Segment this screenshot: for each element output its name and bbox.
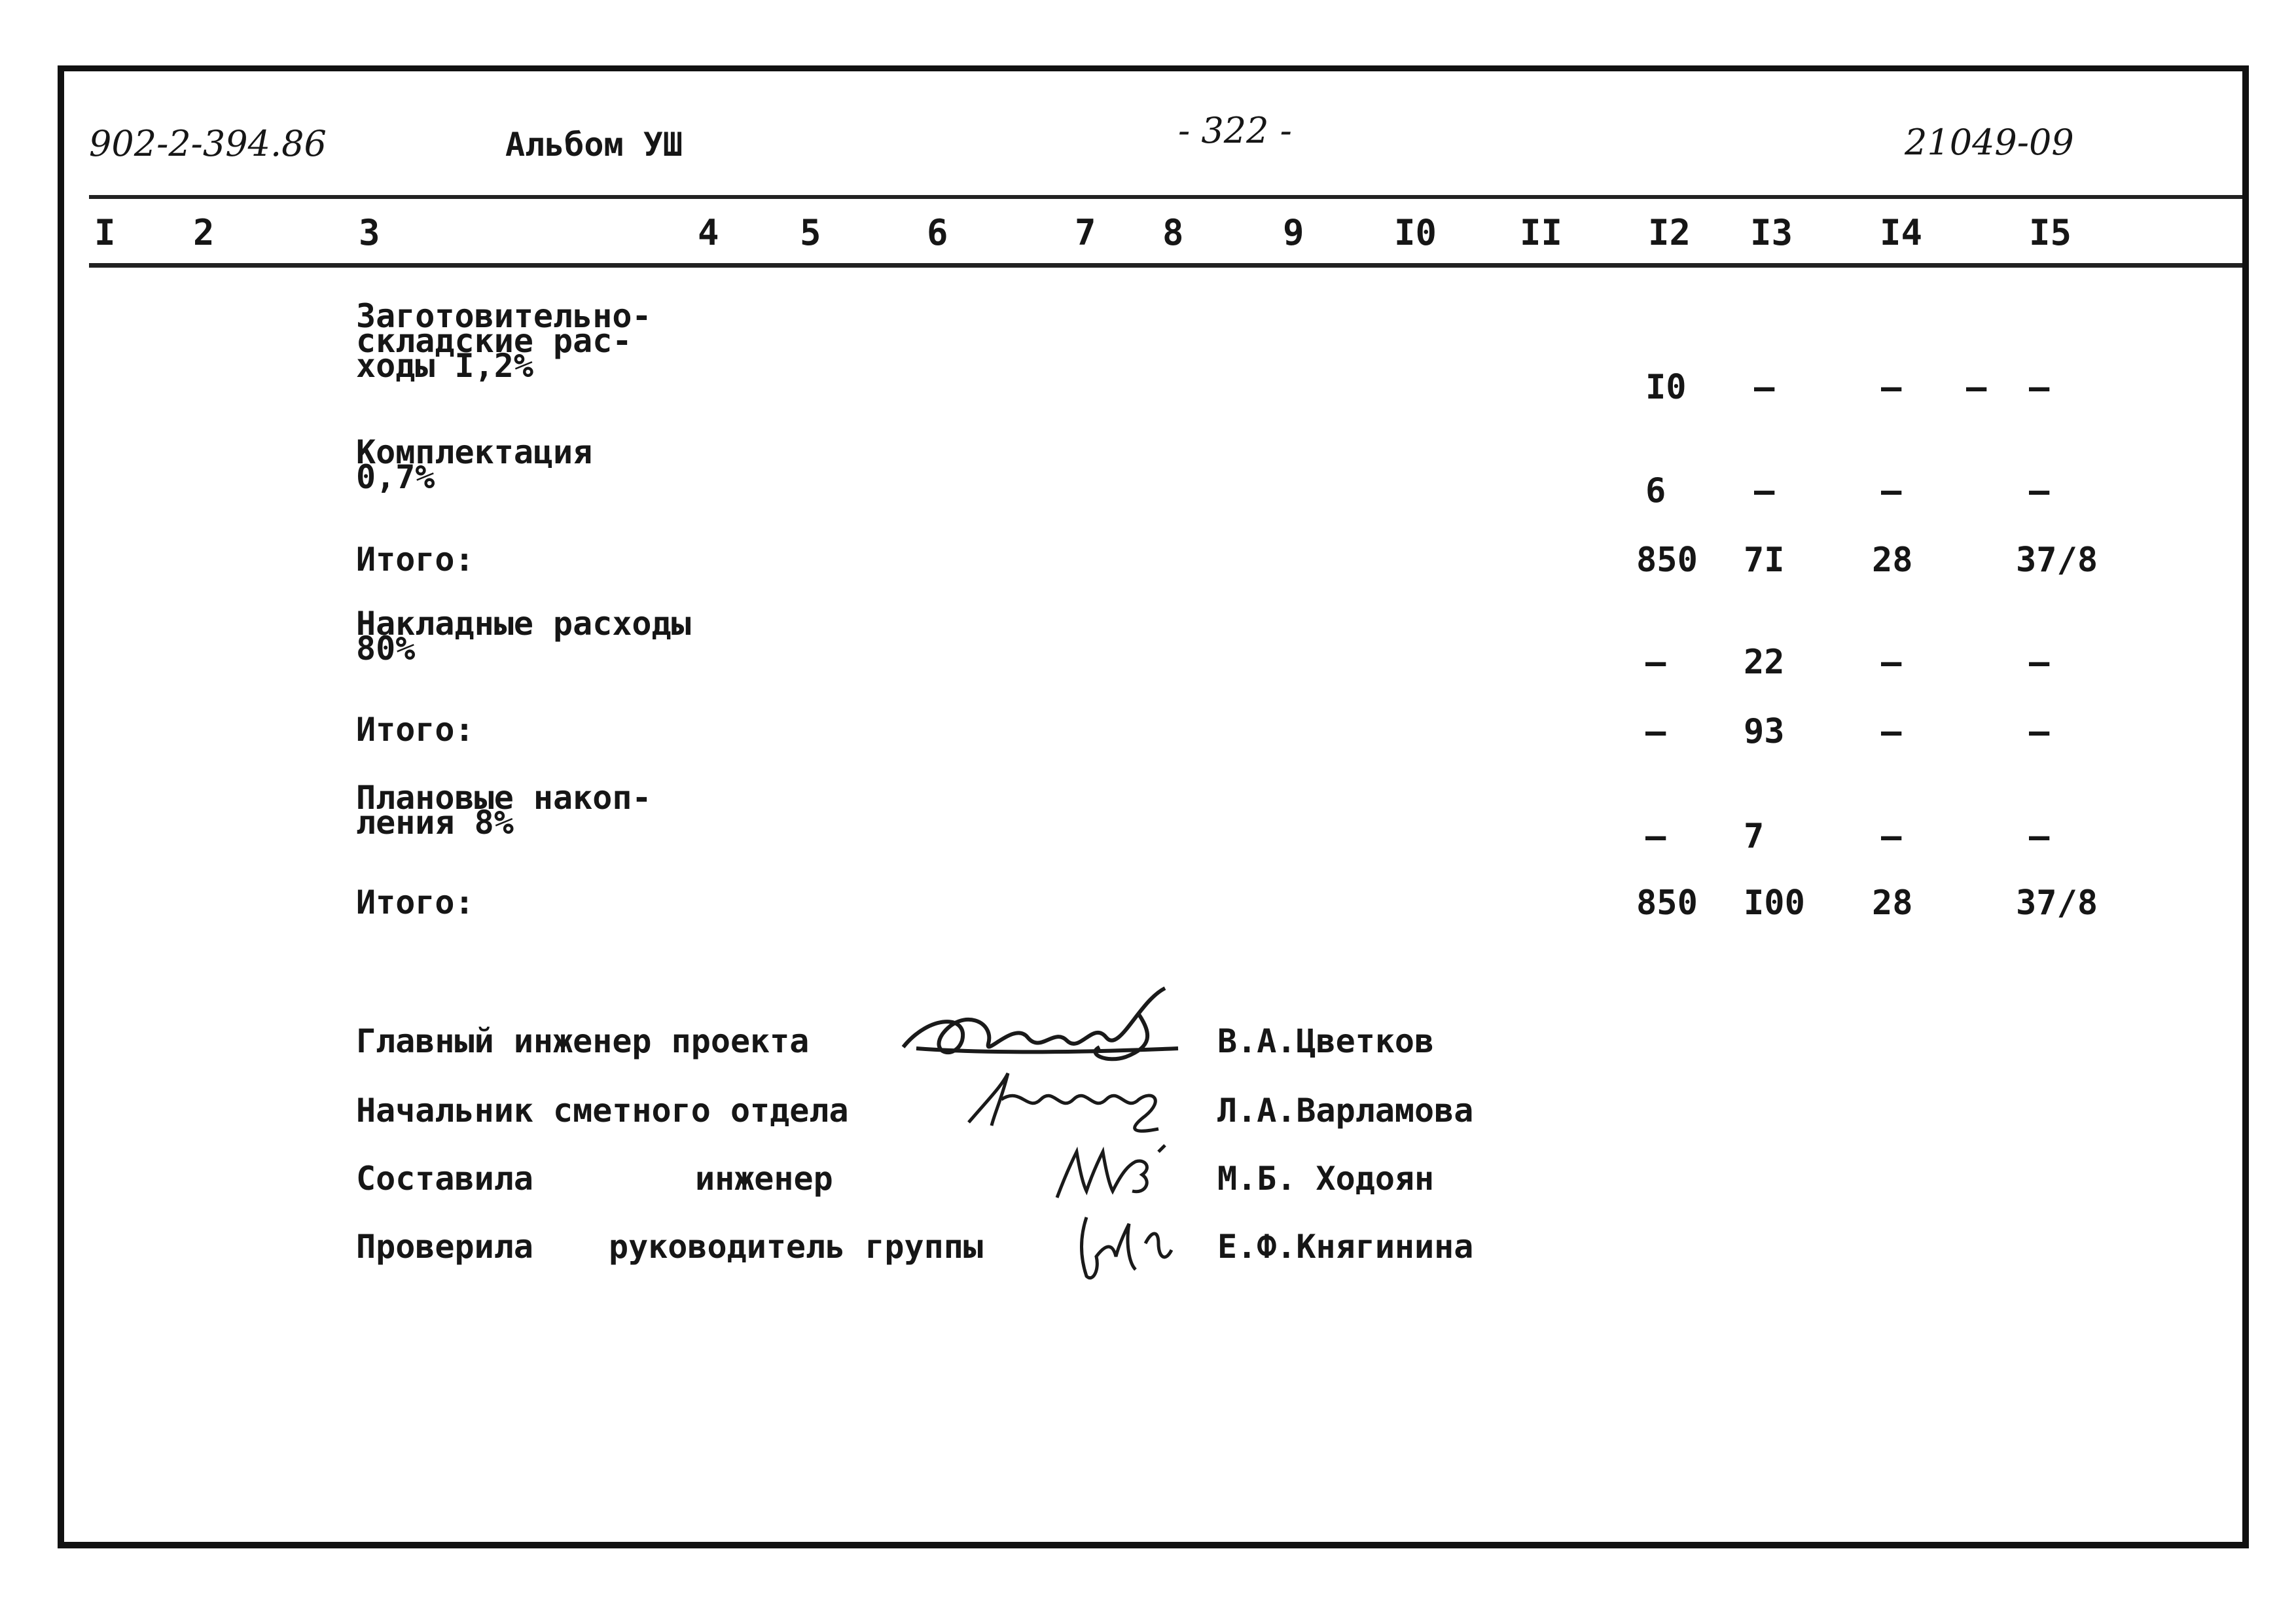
col-num-8: 8 xyxy=(1162,212,1184,253)
sig-role-compiled-by: Составила xyxy=(356,1160,533,1198)
sheet-code: 21049-09 xyxy=(1905,122,2074,163)
col-num-14: I4 xyxy=(1880,212,1923,253)
row-procurement-c14b: – xyxy=(1966,368,1987,407)
row-label-completion: Комплектация 0,7% xyxy=(356,433,593,496)
row-procurement-c12: I0 xyxy=(1645,368,1687,407)
row-planned-savings-c14: – xyxy=(1881,817,1902,856)
signature-checked-by xyxy=(1067,1204,1185,1289)
doc-code: 902-2-394.86 xyxy=(89,123,327,164)
row-total-c15: 37/8 xyxy=(2016,883,2098,923)
row-label-procurement: Заготовительно- складские рас- ходы I,2% xyxy=(356,297,652,385)
row-subtotal-1-c13: 7I xyxy=(1744,541,1785,580)
sig-role-checked-by: Проверила xyxy=(356,1228,533,1266)
row-subtotal-1-c12: 850 xyxy=(1636,541,1698,580)
row-subtotal-2-c15: – xyxy=(2029,712,2050,751)
signature-estimate-head xyxy=(962,1060,1185,1139)
row-overhead-c12: – xyxy=(1645,643,1666,682)
row-label-planned-savings: Плановые накоп- ления 8% xyxy=(356,779,652,842)
col-num-9: 9 xyxy=(1283,212,1304,253)
row-procurement-c15: – xyxy=(2029,368,2050,407)
sig-name-compiled-by: М.Б. Ходоян xyxy=(1217,1160,1435,1198)
album-label: Альбом УШ xyxy=(505,126,683,164)
row-completion-c13: – xyxy=(1754,471,1775,510)
row-label-subtotal-2: Итого: xyxy=(356,711,475,749)
page-number: - 322 - xyxy=(1178,110,1292,151)
col-num-15: I5 xyxy=(2029,212,2072,253)
column-header-rule xyxy=(89,263,2242,268)
sig-role-estimate-head: Начальник сметного отдела xyxy=(356,1092,849,1130)
row-overhead-c14: – xyxy=(1881,643,1902,682)
col-num-4: 4 xyxy=(698,212,719,253)
col-num-10: I0 xyxy=(1394,212,1437,253)
sig-role-chief-engineer: Главный инженер проекта xyxy=(356,1022,810,1060)
row-procurement-c14: – xyxy=(1881,368,1902,407)
row-planned-savings-c13: 7 xyxy=(1744,817,1765,856)
row-total-c13: I00 xyxy=(1744,883,1805,923)
header-rule xyxy=(89,195,2242,199)
row-overhead-c15: – xyxy=(2029,643,2050,682)
col-num-13: I3 xyxy=(1750,212,1793,253)
row-planned-savings-c15: – xyxy=(2029,817,2050,856)
sig-name-checked-by: Е.Ф.Княгинина xyxy=(1217,1228,1474,1266)
col-num-12: I2 xyxy=(1648,212,1691,253)
col-num-7: 7 xyxy=(1075,212,1096,253)
row-label-overhead: Накладные расходы 80% xyxy=(356,605,691,668)
sig-name-estimate-head: Л.А.Варламова xyxy=(1217,1092,1474,1130)
row-total-c12: 850 xyxy=(1636,883,1698,923)
row-subtotal-2-c13: 93 xyxy=(1744,712,1785,751)
row-completion-c14: – xyxy=(1881,471,1902,510)
row-label-total: Итого: xyxy=(356,883,475,921)
sig-name-chief-engineer: В.А.Цветков xyxy=(1217,1022,1435,1060)
row-procurement-c13: – xyxy=(1754,368,1775,407)
row-completion-c15: – xyxy=(2029,471,2050,510)
col-num-11: II xyxy=(1520,212,1563,253)
col-num-2: 2 xyxy=(193,212,215,253)
col-num-5: 5 xyxy=(800,212,821,253)
row-label-subtotal-1: Итого: xyxy=(356,541,475,579)
sig-position-compiled-by: инженер xyxy=(695,1160,833,1198)
row-planned-savings-c12: – xyxy=(1645,817,1666,856)
col-num-3: 3 xyxy=(359,212,380,253)
row-overhead-c13: 22 xyxy=(1744,643,1785,682)
col-num-1: I xyxy=(94,212,116,253)
row-total-c14: 28 xyxy=(1872,883,1913,923)
signature-compiled-by xyxy=(1047,1139,1191,1211)
row-subtotal-1-c15: 37/8 xyxy=(2016,541,2098,580)
row-completion-c12: 6 xyxy=(1645,471,1666,510)
col-num-6: 6 xyxy=(927,212,948,253)
row-subtotal-1-c14: 28 xyxy=(1872,541,1913,580)
row-subtotal-2-c14: – xyxy=(1881,712,1902,751)
row-subtotal-2-c12: – xyxy=(1645,712,1666,751)
sig-position-checked-by: руководитель группы xyxy=(609,1228,983,1266)
